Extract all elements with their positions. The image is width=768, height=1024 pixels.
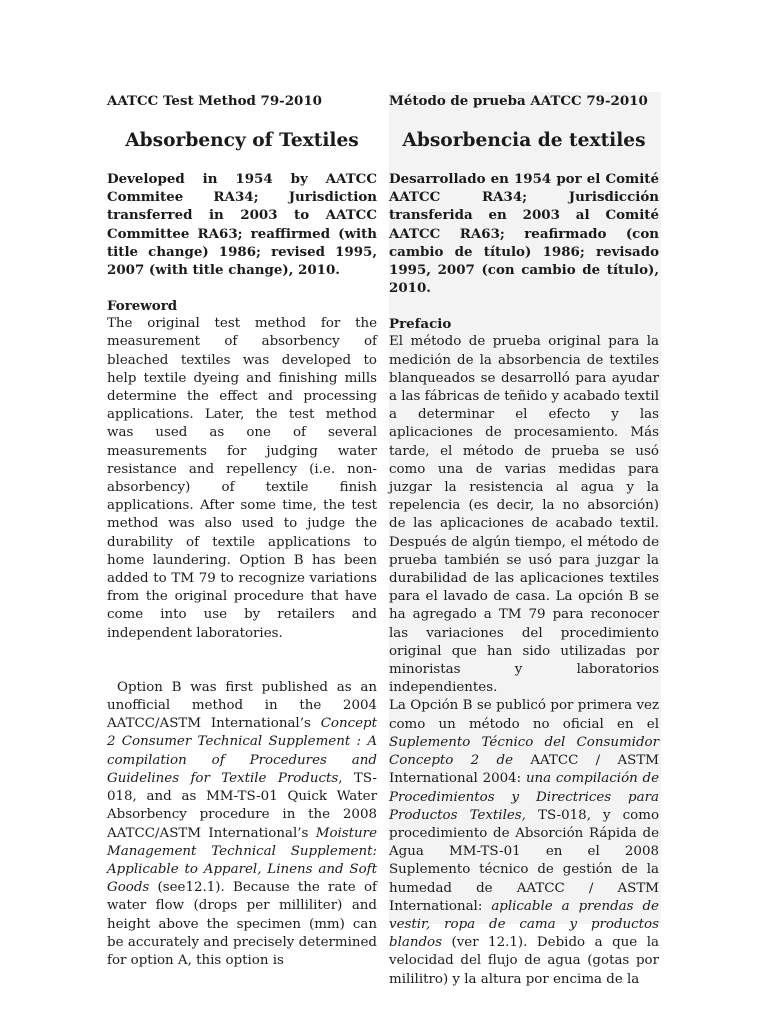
development-history: Desarrollado en 1954 por el Comité AATCC RA34; Jurisdicción transferida en 2003 al Comité AATCC RA63; reafirmado (con cambio de título) 1986; revisado 1995, 2007 (con cambio de título), 2010. <box>389 171 659 297</box>
document-title: Absorbencia de textiles <box>402 130 646 151</box>
test-method-number: Método de prueba AATCC 79-2010 <box>389 93 648 109</box>
document-title: Absorbency of Textiles <box>125 130 359 151</box>
development-history: Developed in 1954 by AATCC Commitee RA34; Jurisdiction transferred in 2003 to AATCC Committee RA63; reaffirmed (with title change) 1986; revised 1995, 2007 (with title change), 2010. <box>107 171 377 279</box>
test-method-number: AATCC Test Method 79-2010 <box>107 93 323 109</box>
foreword-paragraph: El método de prueba original para la medición de la absorbencia de textiles blanqueados se desarrolló para ayudar a las fábricas de teñido y acabado textil a determinar el efecto y las aplicaciones de procesamiento. Más tarde, el método de prueba se usó como una de varias medidas para juzgar la resistencia al agua y la repelencia (es decir, la no absorción) de las aplicaciones de acabado textil. Después de algún tiempo, el método de prueba también se usó para juzgar la durabilidad de las aplicaciones textiles para el lavado de casa. La opción B se ha agregado a TM 79 para reconocer las variaciones del procedimiento original que han sido utilizadas por minoristas y laboratorios independientes. <box>389 334 659 696</box>
foreword-paragraph: The original test method for the measurement of absorbency of bleached textiles was developed to help textile dyeing and finishing mills determine the effect and processing applications. Later, the test method was used as one of several measurements for judging water resistance and repellency (i.e. non-absorbency) of textile finish applications. After some time, the test method was also used to judge the durability of textile applications to home laundering. Option B has been added to TM 79 to recognize variations from the original procedure that have come into use by retailers and independent laboratories. <box>107 316 377 641</box>
spanish-column <box>389 92 661 987</box>
foreword-heading: Prefacio <box>389 316 452 333</box>
option-b-paragraph: Option B was first published as an unofficial method in the 2004 AATCC/ASTM International’s Concept 2 Consumer Technical Supplement : A compilation of Procedures and Guidelines for Textile Products, TS-018, and as MM-TS-01 Quick Water Absorbency procedure in the 2008 AATCC/ASTM International’s Moisture Management Technical Supplement: Applicable to Apparel, Linens and Soft Goods (see12.1). Because the rate of water flow (drops per milliliter) and height above the specimen (mm) can be accurately and precisely determined for option A, this option is <box>107 679 378 968</box>
option-b-paragraph: La Opción B se publicó por primera vez como un método no oficial en el Suplemento Técnico del Consumidor Concepto 2 de AATCC / ASTM International 2004: una compilación de Procedimientos y Directrices para Productos Textiles, TS-018, y como procedimiento de Absorción Rápida de Agua MM-TS-01 en el 2008 Suplemento técnico de gestión de la humedad de AATCC / ASTM International: aplicable a prendas de vestir, ropa de cama y productos blandos (ver 12.1). Debido a que la velocidad del flujo de agua (gotas por mililitro) y la altura por encima de la <box>389 698 660 987</box>
foreword-heading: Foreword <box>107 298 178 315</box>
english-column <box>107 92 377 970</box>
